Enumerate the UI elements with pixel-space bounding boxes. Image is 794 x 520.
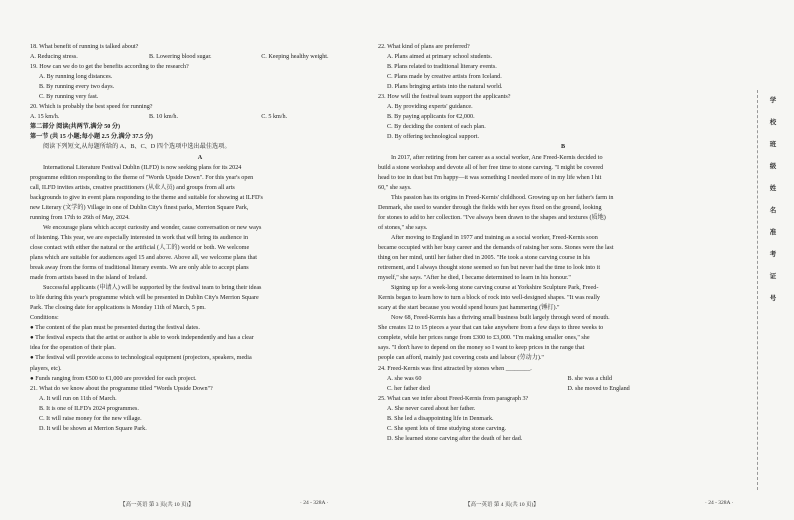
option: D. she moved to England	[567, 385, 630, 392]
text-line: call, ILFD invites artists, creative practitioners (从业人员) and groups from all arts	[30, 184, 235, 191]
text-line: A. By providing experts' guidance.	[387, 104, 473, 111]
text-line: became occupied with her busy career and the demands of raising her sons. Stones were the last	[378, 244, 614, 251]
text-line: Denmark, she used to wander through the fields with her eyes fixed on the ground, looking	[378, 204, 602, 211]
text-line: head to toe in dust but I'm happy—it was something I needed more of in my life when I hit	[378, 174, 602, 181]
text-line: 25. What can we infer about Freed-Kernis from paragraph 3?	[378, 395, 529, 402]
text-line: plans which are suitable for audiences aged 15 and above. Above all, we welcome plans that	[30, 254, 257, 261]
binding-label: 学	[769, 97, 777, 104]
text-line: says. "I don't have to depend on the money so I want to keep prices in the range that	[378, 345, 585, 352]
option: A. she was 60	[387, 375, 422, 382]
text-line: 24. Freed-Kernis was first attracted by stones when ________.	[378, 365, 532, 372]
text-line: 22. What kind of plans are preferred?	[378, 44, 470, 50]
text-line: She creates 12 to 15 pieces a year that can take anywhere from a few days to three weeks to	[378, 325, 604, 332]
binding-label: 考	[769, 251, 777, 258]
text-line: thing on her mind, until her father died in 2005. "He took a stone carving course in his	[378, 254, 591, 261]
text-line: Signing up for a week-long stone carving course at Yorkshire Sculpture Park, Freed-	[391, 285, 599, 292]
text-line: new Literary (文学的) Village in one of Dublin City's finest parks, Merrion Square Park,	[30, 204, 249, 211]
text-line: C. It will raise money for the new village.	[39, 415, 142, 422]
text-line: ● The festival will provide access to technological equipment (projectors, speakers, media	[30, 355, 252, 362]
text-line: 18. What benefit of running is talked about?	[30, 44, 139, 50]
binding-label: 证	[769, 273, 777, 280]
binding-label: 姓	[769, 185, 777, 192]
text-line: programme edition responding to the theme of "Words Upside Down". For this year's open	[30, 174, 254, 181]
option: A. Reducing stress.	[30, 54, 78, 61]
text-line: 23. How will the festival team support the applicants?	[378, 94, 511, 101]
text-line: A. She never cared about her father.	[387, 405, 476, 412]
text-line: D. She learned stone carving after the death of her dad.	[387, 435, 523, 442]
text-line	[378, 384, 748, 394]
binding-label: 级	[769, 163, 777, 170]
left-column	[30, 42, 370, 434]
text-line	[30, 112, 370, 122]
text-line: A. Plans aimed at primary school students.	[387, 54, 493, 61]
footer-right-page: 【高一英语 第 4 页(共 10 页)】	[465, 502, 539, 508]
text-line: C. By deciding the content of each plan.	[387, 124, 486, 131]
text-line: myself," she says. "After he died, I became determined to learn in his honour."	[378, 275, 571, 282]
text-line: retirement, and I always thought stone seemed so fun but never had the time to look into it	[378, 265, 601, 272]
text-line: B. It is one of ILFD's 2024 programmes.	[39, 405, 139, 412]
option: A. 15 km/h.	[30, 114, 60, 121]
text-line: 第二部分 阅读(共两节,满分 50 分)	[30, 124, 121, 131]
text-line: build a stone workshop and devote all of her free time to stone carving. "I might be covered	[378, 164, 604, 171]
text-line: 20. Which is probably the best speed for running?	[30, 104, 153, 111]
right-column	[378, 42, 748, 444]
text-line: B. She led a disappointing life in Denmark.	[387, 415, 494, 422]
text-line: International Literature Festival Dublin (ILFD) is now seeking plans for its 2024	[43, 164, 242, 171]
footer-left-page: 【高一英语 第 3 页(共 10 页)】	[120, 502, 194, 508]
option: B. 10 km/h.	[149, 114, 179, 121]
binding-label: 班	[769, 141, 777, 148]
text-line: B. By running every two days.	[39, 84, 115, 91]
text-line	[30, 52, 370, 62]
text-line: players, etc).	[30, 365, 62, 372]
text-line: 第一节 (共 15 小题;每小题 2.5 分,满分 37.5 分)	[30, 134, 153, 141]
text-line: D. By offering technological support.	[387, 134, 479, 141]
text-line	[378, 374, 748, 384]
text-line: Kernis began to learn how to turn a block of rock into well-designed shapes. "It was really	[378, 295, 600, 302]
text-line: running from 17th to 26th of May, 2024.	[30, 214, 130, 221]
text-line: close contact with either the natural or the artificial (人工的) world or both. We welcome	[30, 244, 250, 251]
text-line: C. She spent lots of time studying stone carving.	[387, 425, 507, 432]
text-line: 60," she says.	[378, 184, 412, 191]
text-line: scary at the start because you would spend hours just hammering (锤打)."	[378, 305, 560, 312]
text-line: ● The festival expects that the artist or author is able to work independently and has a clear	[30, 335, 254, 342]
text-line: B	[560, 144, 566, 151]
text-line: Conditions:	[30, 315, 59, 322]
text-line: people can afford, mainly just covering costs and labour (劳动力)."	[378, 355, 544, 362]
text-line: D. It will be shown at Merrion Square Park.	[39, 425, 147, 432]
text-line: of listening. This year, we are especially interested in work that will bring its audience in	[30, 234, 249, 241]
text-line: 阅读下列短文,从每题所给的 A、B、C、D 四个选项中选出最佳选项。	[43, 144, 231, 151]
footer-right-code: · 24 - 328A ·	[705, 500, 734, 506]
text-line: to life during this year's programme which will be presented in Dublin City's Merrion Square	[30, 295, 259, 302]
binding-label: 名	[769, 207, 777, 214]
text-line: Now 68, Freed-Kernis has a thriving small business built largely through word of mouth.	[391, 315, 610, 322]
option: B. Lowering blood sugar.	[149, 54, 212, 61]
text-line: Successful applicants (申请人) will be supported by the festival team to bring their ideas	[43, 285, 262, 292]
text-line: C. Plans made by creative artists from Iceland.	[387, 74, 502, 81]
text-line: Park. The closing date for applications is Monday 11th of March, 5 pm.	[30, 305, 206, 312]
option: B. she was a child	[567, 375, 613, 382]
text-line: 21. What do we know about the programme titled "Words Upside Down"?	[30, 385, 213, 392]
text-line: made from artists based in the island of Ireland.	[30, 275, 148, 282]
binding-label: 校	[769, 119, 777, 126]
text-line: backgrounds to give in event plans responding to the theme and suitable for showing at ILFD's	[30, 194, 263, 201]
text-line: for stones to add to her collection. "I've always been drawn to the shapes and textures (质地)	[378, 214, 606, 221]
text-line: idea for the operation of their plan.	[30, 345, 116, 352]
text-line: complete, while her prices range from £300 to £3,000. "I'm making smaller ones," she	[378, 335, 590, 342]
text-line: B. By paying applicants for €2,000.	[387, 114, 475, 121]
option: C. 5 km/h.	[261, 114, 288, 121]
footer-left-code: · 24 - 328A ·	[300, 500, 329, 506]
text-line: A	[197, 154, 203, 161]
option: C. her father died	[387, 385, 430, 392]
text-line: C. By running very fast.	[39, 94, 99, 101]
text-line: D. Plans bringing artists into the natural world.	[387, 84, 503, 91]
text-line: of stones," she says.	[378, 224, 428, 231]
text-line: This passion has its origins in Freed-Kernis' childhood. Growing up on her father's farm in	[391, 194, 614, 201]
text-line: We encourage plans which accept curiosity and wonder, cause conversation or new ways	[43, 224, 262, 231]
binding-label: 号	[769, 295, 777, 302]
text-line: A. It will run on 11th of March.	[39, 395, 117, 402]
binding-strip	[757, 90, 788, 490]
text-line: break away from the forms of traditional literary events. We are only able to accept plans	[30, 265, 249, 272]
binding-label: 准	[769, 229, 777, 236]
option: C. Keeping healthy weight.	[261, 54, 329, 61]
text-line: A. By running long distances.	[39, 74, 113, 81]
text-line: After moving to England in 1977 and training as a social worker, Freed-Kernis soon	[391, 234, 598, 241]
text-line: ● The content of the plan must be presented during the festival dates.	[30, 325, 200, 332]
text-line: ● Funds ranging from €500 to €1,000 are provided for each project.	[30, 375, 197, 382]
text-line: In 2017, after retiring from her career as a social worker, Ane Freed-Kernis decided to	[391, 154, 603, 161]
text-line: B. Plans related to traditional literary events.	[387, 64, 497, 71]
text-line: 19. How can we do to get the benefits according to the research?	[30, 64, 189, 71]
